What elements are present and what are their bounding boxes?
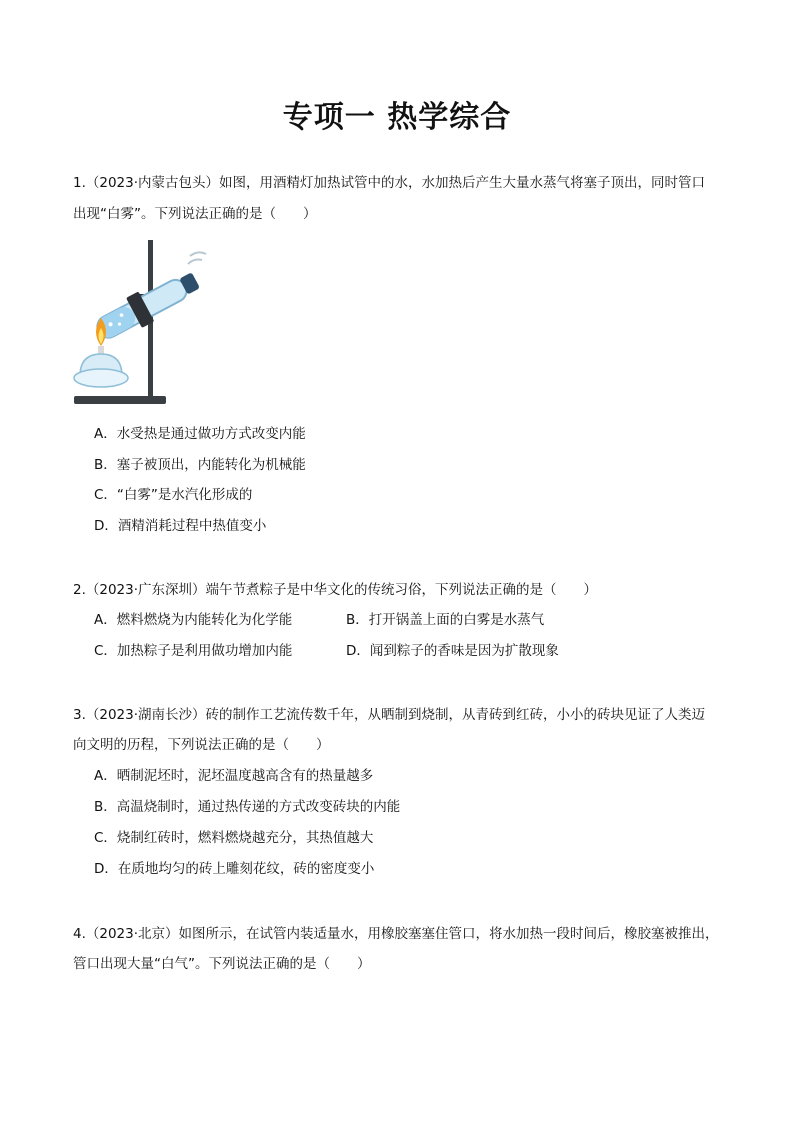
page-title: 专项一 热学综合: [282, 100, 512, 135]
alcohol-lamp-test-tube-figure: [70, 236, 220, 412]
question-3-option-d[interactable]: D．在质地均匀的砖上雕刻花纹，砖的密度变小: [94, 861, 375, 877]
question-3-option-a[interactable]: A．晒制泥坯时，泥坯温度越高含有的热量越多: [94, 768, 374, 784]
steam-icon: [188, 252, 206, 264]
question-4-stem-line-2: 管口出现大量“白气”。下列说法正确的是（ ）: [73, 956, 371, 972]
question-1-option-d[interactable]: D．酒精消耗过程中热值变小: [94, 518, 267, 534]
question-2-option-a[interactable]: A．燃料燃烧为内能转化为化学能: [94, 612, 293, 628]
question-4-stem-line-1: 4.（2023·北京）如图所示，在试管内装适量水，用橡胶塞塞住管口，将水加热一段时间后，橡胶塞被推出，: [73, 926, 719, 942]
question-1-stem-line-1: 1.（2023·内蒙古包头）如图，用酒精灯加热试管中的水，水加热后产生大量水蒸气将塞子顶出，同时管口: [73, 175, 706, 191]
question-2-option-b[interactable]: B．打开锅盖上面的白雾是水蒸气: [346, 612, 545, 628]
question-1-option-a[interactable]: A．水受热是通过做功方式改变内能: [94, 426, 306, 442]
test-tube: [91, 265, 204, 347]
question-2-option-d[interactable]: D．闻到粽子的香味是因为扩散现象: [346, 643, 559, 659]
question-1-option-b[interactable]: B．塞子被顶出，内能转化为机械能: [94, 457, 306, 473]
question-2-option-c[interactable]: C．加热粽子是利用做功增加内能: [94, 643, 293, 659]
question-3-stem-line-1: 3.（2023·湖南长沙）砖的制作工艺流传数千年，从晒制到烧制，从青砖到红砖，小小的砖块见证了人类迈: [73, 707, 706, 723]
question-3-option-b[interactable]: B．高温烧制时，通过热传递的方式改变砖块的内能: [94, 799, 401, 815]
question-3-option-c[interactable]: C．烧制红砖时，燃料燃烧越充分，其热值越大: [94, 830, 374, 846]
question-1-stem-line-2: 出现“白雾”。下列说法正确的是（ ）: [73, 206, 317, 222]
question-1-option-c[interactable]: C．“白雾”是水汽化形成的: [94, 487, 253, 503]
question-2-stem-line-1: 2.（2023·广东深圳）端午节煮粽子是中华文化的传统习俗，下列说法正确的是（ ）: [73, 582, 598, 598]
question-3-stem-line-2: 向文明的历程，下列说法正确的是（ ）: [73, 737, 330, 753]
